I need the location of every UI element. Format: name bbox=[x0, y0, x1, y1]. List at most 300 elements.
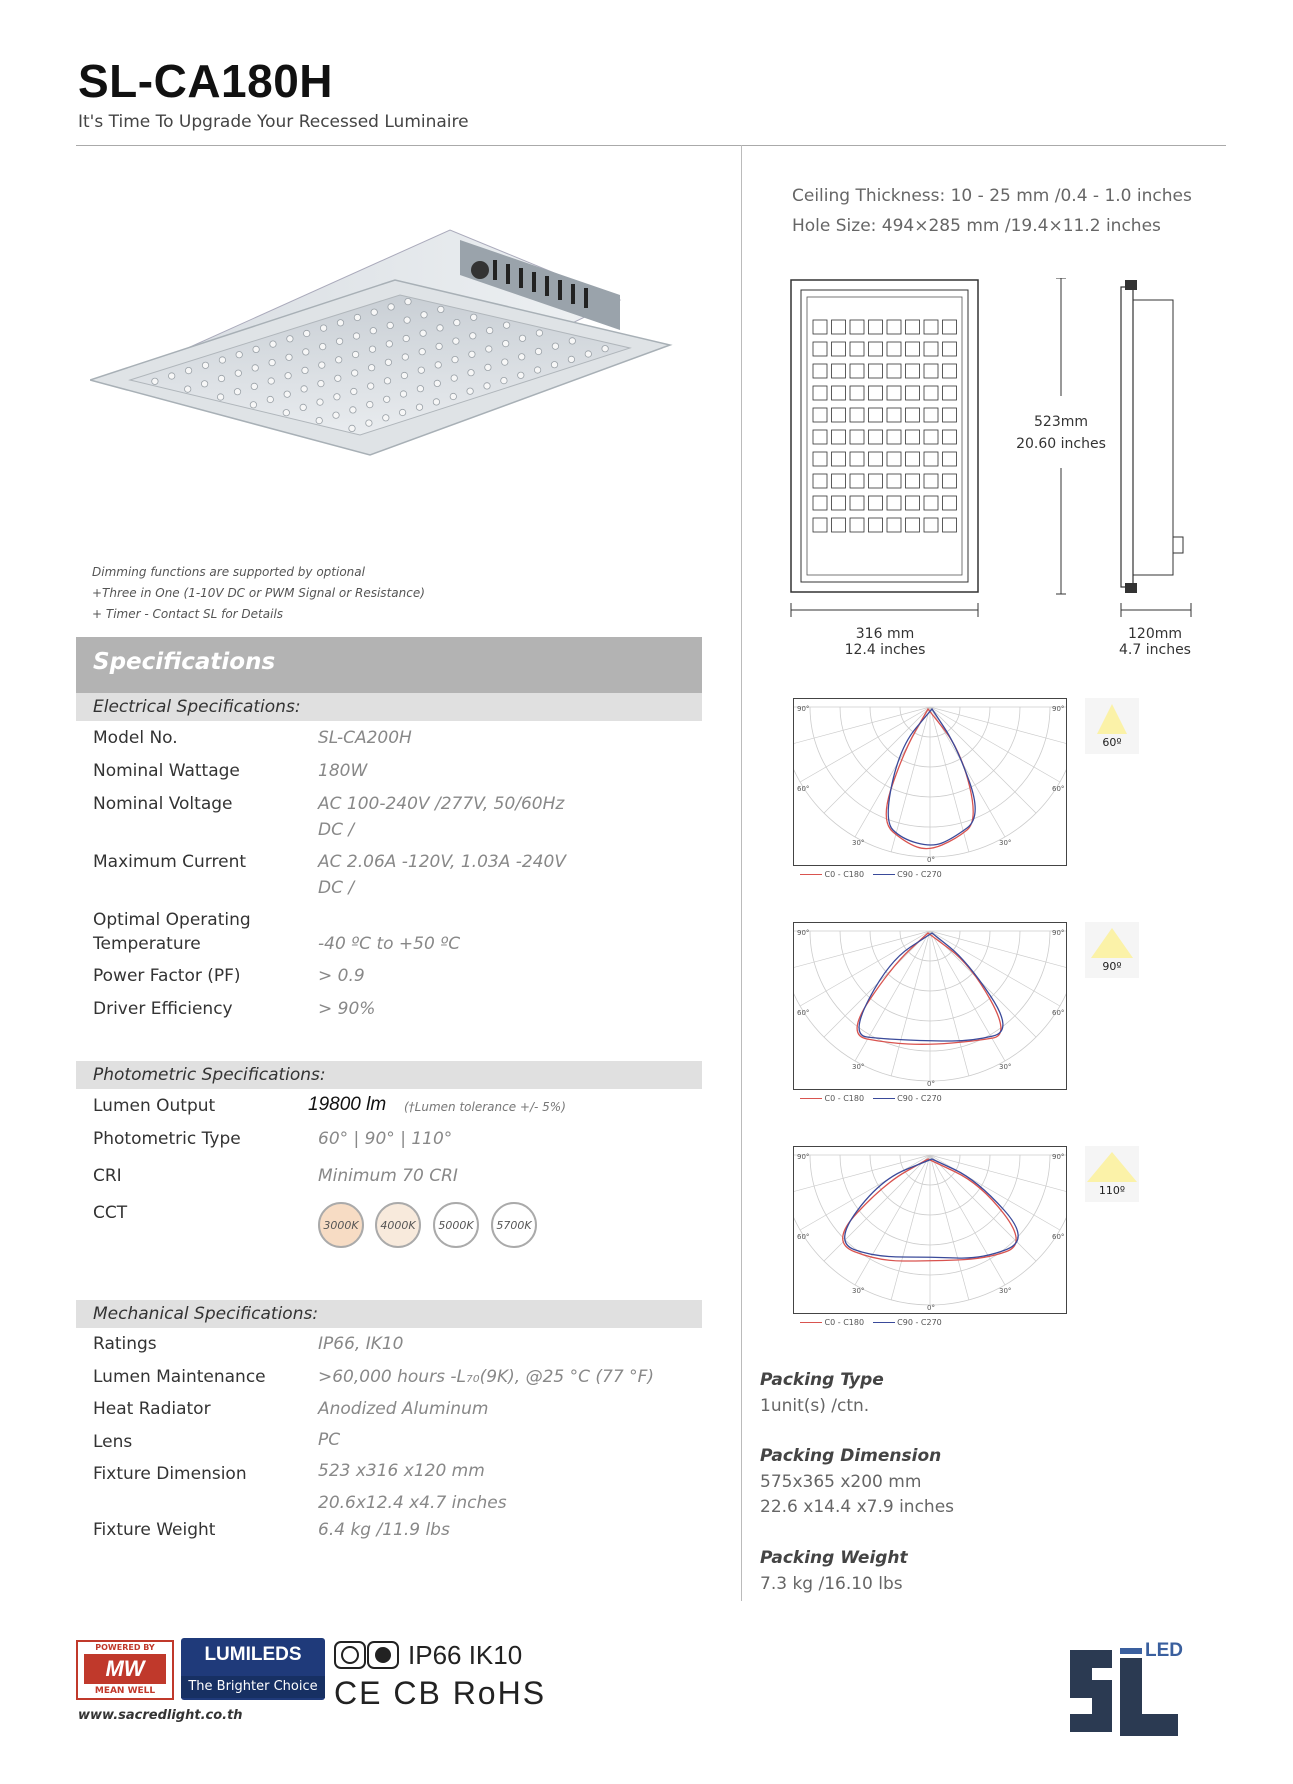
led-module-cell bbox=[813, 474, 827, 488]
led-dot bbox=[303, 349, 309, 355]
voltage-label: Nominal Voltage bbox=[93, 794, 233, 814]
led-module-cell bbox=[813, 364, 827, 378]
led-dot bbox=[438, 306, 444, 312]
led-module-cell bbox=[850, 386, 864, 400]
led-dot bbox=[354, 314, 360, 320]
led-dot bbox=[366, 420, 372, 426]
led-dot bbox=[502, 359, 508, 365]
page-subtitle: It's Time To Upgrade Your Recessed Luminaire bbox=[78, 112, 469, 132]
led-module-cell bbox=[813, 320, 827, 334]
polar-curve-c90 bbox=[845, 1159, 1018, 1258]
led-dot bbox=[370, 328, 376, 334]
led-dot bbox=[336, 338, 342, 344]
polar-label-60: 60° bbox=[1052, 1233, 1065, 1241]
led-dot bbox=[400, 391, 406, 397]
led-module-cell bbox=[887, 408, 901, 422]
led-dot bbox=[451, 375, 457, 381]
led-dot bbox=[501, 377, 507, 383]
led-module-cell bbox=[832, 496, 846, 510]
led-dot bbox=[383, 415, 389, 421]
led-dot bbox=[320, 325, 326, 331]
led-module-cell bbox=[906, 320, 920, 334]
led-dot bbox=[519, 354, 525, 360]
led-module-cell bbox=[850, 474, 864, 488]
led-dot bbox=[235, 370, 241, 376]
lumileds-tagline: The Brighter Choice bbox=[181, 1676, 325, 1698]
led-dot bbox=[253, 346, 259, 352]
brand-led-text: LED bbox=[1145, 1640, 1183, 1661]
temperature-value: -40 ºC to +50 ºC bbox=[318, 934, 461, 954]
fixture-dimension-mm: 523 x316 x120 mm bbox=[318, 1461, 485, 1481]
lumileds-name: LUMILEDS bbox=[204, 1644, 302, 1665]
led-dot bbox=[402, 354, 408, 360]
lumen-tolerance-note: (†Lumen tolerance +/- 5%) bbox=[404, 1100, 566, 1114]
legend-c90: C90 - C270 bbox=[897, 870, 942, 879]
led-module-cell bbox=[906, 408, 920, 422]
led-module-cell bbox=[813, 430, 827, 444]
beam-label-110: 110º bbox=[1098, 1184, 1126, 1197]
led-dot bbox=[487, 327, 493, 333]
column-divider bbox=[741, 145, 742, 1601]
led-dot bbox=[534, 367, 540, 373]
led-dot bbox=[283, 410, 289, 416]
lens-label: Lens bbox=[93, 1432, 133, 1452]
beam-label-90: 90º bbox=[1102, 960, 1122, 973]
lumen-label: Lumen Output bbox=[93, 1096, 216, 1116]
led-dot bbox=[236, 352, 242, 358]
led-dot bbox=[304, 330, 310, 336]
website-link[interactable]: www.sacredlight.co.th bbox=[78, 1708, 243, 1723]
led-dot bbox=[252, 365, 258, 371]
led-dot bbox=[385, 359, 391, 365]
lumileds-logo bbox=[181, 1638, 325, 1700]
polar-label-0: 0° bbox=[927, 1304, 935, 1312]
led-dot bbox=[417, 386, 423, 392]
led-module-cell bbox=[924, 408, 938, 422]
led-dot bbox=[453, 338, 459, 344]
led-dot bbox=[337, 320, 343, 326]
polar-grid-spoke bbox=[800, 1155, 930, 1230]
led-dot bbox=[352, 370, 358, 376]
cct-option-5700k: 5700K bbox=[491, 1202, 537, 1248]
led-dot bbox=[269, 359, 275, 365]
polar-label-90: 90° bbox=[1052, 705, 1065, 713]
packing-dimension-mm: 575x365 x200 mm bbox=[760, 1472, 922, 1492]
depth-inches: 4.7 inches bbox=[1119, 642, 1191, 658]
led-module-cell bbox=[924, 320, 938, 334]
led-module-cell bbox=[943, 342, 957, 356]
led-dot bbox=[285, 373, 291, 379]
polar-grid-spoke bbox=[800, 707, 930, 782]
polar-curve-c90 bbox=[888, 709, 975, 845]
led-module-cell bbox=[943, 408, 957, 422]
led-dot bbox=[201, 381, 207, 387]
polar-label-30: 30° bbox=[999, 839, 1012, 847]
lumen-value: 19800 lm bbox=[308, 1094, 387, 1115]
polar-label-90: 90° bbox=[1052, 1153, 1065, 1161]
led-dot bbox=[519, 335, 525, 341]
polar-grid-spoke bbox=[800, 931, 930, 1006]
lumen-maintenance-label: Lumen Maintenance bbox=[93, 1367, 266, 1387]
mechanical-heading bbox=[76, 1300, 702, 1328]
led-module-cell bbox=[943, 496, 957, 510]
led-dot bbox=[436, 343, 442, 349]
polar-legend-90 bbox=[800, 1094, 942, 1103]
polar-grid-spoke bbox=[930, 931, 969, 1076]
mechanical-heading-text: Mechanical Specifications: bbox=[93, 1304, 319, 1324]
led-dot bbox=[219, 357, 225, 363]
height-mm: 523mm bbox=[1034, 414, 1088, 430]
specifications-banner bbox=[76, 637, 702, 693]
led-dot bbox=[416, 404, 422, 410]
led-dot bbox=[334, 394, 340, 400]
packing-dimension-heading: Packing Dimension bbox=[760, 1446, 942, 1466]
packing-dimension-inches: 22.6 x14.4 x7.9 inches bbox=[760, 1497, 955, 1517]
wattage-label: Nominal Wattage bbox=[93, 761, 240, 781]
led-dot bbox=[286, 354, 292, 360]
led-module-cell bbox=[850, 408, 864, 422]
fixture-weight-label: Fixture Weight bbox=[93, 1520, 216, 1540]
led-dot bbox=[152, 378, 158, 384]
led-module-cell bbox=[832, 430, 846, 444]
led-dot bbox=[351, 388, 357, 394]
led-dot bbox=[535, 348, 541, 354]
led-module-cell bbox=[869, 386, 883, 400]
led-dot bbox=[420, 330, 426, 336]
photometric-heading-text: Photometric Specifications: bbox=[93, 1065, 326, 1085]
led-dot bbox=[353, 333, 359, 339]
led-module-cell bbox=[887, 452, 901, 466]
led-dot bbox=[421, 312, 427, 318]
led-dot bbox=[267, 396, 273, 402]
led-module-cell bbox=[869, 496, 883, 510]
polar-grid-spoke bbox=[891, 707, 930, 852]
polar-legend-110 bbox=[800, 1318, 942, 1327]
led-dot bbox=[469, 351, 475, 357]
ratings-value: IP66, IK10 bbox=[318, 1334, 404, 1354]
led-module-cell bbox=[850, 430, 864, 444]
led-dot bbox=[552, 343, 558, 349]
led-module-cell bbox=[887, 474, 901, 488]
led-module-cell bbox=[813, 386, 827, 400]
led-dot bbox=[367, 401, 373, 407]
led-dot bbox=[250, 402, 256, 408]
led-module-cell bbox=[813, 452, 827, 466]
led-module-cell bbox=[887, 518, 901, 532]
polar-label-60: 60° bbox=[797, 785, 810, 793]
polar-label-30: 30° bbox=[999, 1287, 1012, 1295]
led-module-cell bbox=[869, 408, 883, 422]
polar-label-30: 30° bbox=[999, 1063, 1012, 1071]
led-module-cell bbox=[943, 518, 957, 532]
led-dot bbox=[349, 425, 355, 431]
led-module-cell bbox=[943, 386, 957, 400]
photometric-type-value: 60° | 90° | 110° bbox=[318, 1129, 453, 1149]
led-module-cell bbox=[869, 342, 883, 356]
packing-weight-heading: Packing Weight bbox=[760, 1548, 908, 1568]
polar-label-30: 30° bbox=[852, 839, 865, 847]
ce-cb-rohs-marks: CE CB RoHS bbox=[334, 1675, 547, 1711]
polar-grid-spoke bbox=[891, 931, 930, 1076]
sl-led-brand-logo bbox=[1070, 1640, 1210, 1750]
led-module-cell bbox=[869, 430, 883, 444]
polar-grid-spoke bbox=[930, 1155, 1005, 1285]
certification-badge-icons bbox=[334, 1641, 400, 1669]
led-dot bbox=[435, 362, 441, 368]
led-dot bbox=[386, 341, 392, 347]
polar-legend-60 bbox=[800, 870, 942, 879]
led-dot bbox=[251, 383, 257, 389]
led-dot bbox=[185, 367, 191, 373]
led-dot bbox=[454, 319, 460, 325]
led-dot bbox=[485, 364, 491, 370]
ceiling-thickness: Ceiling Thickness: 10 - 25 mm /0.4 - 1.0 inches bbox=[792, 186, 1192, 206]
led-module-cell bbox=[906, 474, 920, 488]
led-dot bbox=[217, 394, 223, 400]
led-dot bbox=[418, 367, 424, 373]
led-module-cell bbox=[850, 452, 864, 466]
legend-c90: C90 - C270 bbox=[897, 1318, 942, 1327]
led-dot bbox=[467, 388, 473, 394]
led-module-cell bbox=[887, 364, 901, 378]
photometric-heading bbox=[76, 1061, 702, 1089]
dimming-note-line-2: +Three in One (1-10V DC or PWM Signal or Resistance) bbox=[92, 586, 425, 600]
led-module-cell bbox=[832, 320, 846, 334]
led-dot bbox=[403, 335, 409, 341]
specifications-title: Specifications bbox=[93, 649, 276, 675]
legend-c0: C0 - C180 bbox=[824, 1318, 865, 1327]
led-module-cell bbox=[887, 430, 901, 444]
photometric-type-label: Photometric Type bbox=[93, 1129, 241, 1149]
led-dot bbox=[433, 399, 439, 405]
led-dot bbox=[404, 317, 410, 323]
polar-grid-spoke bbox=[930, 707, 1060, 782]
led-dot bbox=[369, 346, 375, 352]
led-module-cell bbox=[943, 430, 957, 444]
polar-label-60: 60° bbox=[797, 1233, 810, 1241]
led-dot bbox=[284, 391, 290, 397]
led-dot bbox=[450, 393, 456, 399]
led-dot bbox=[371, 309, 377, 315]
led-module-cell bbox=[943, 320, 957, 334]
led-module-cell bbox=[924, 452, 938, 466]
led-dot bbox=[468, 370, 474, 376]
polar-grid-spoke bbox=[930, 707, 1036, 813]
led-module-cell bbox=[869, 518, 883, 532]
side-view-drawing bbox=[1115, 275, 1195, 625]
polar-label-30: 30° bbox=[852, 1063, 865, 1071]
current-value: AC 2.06A -120V, 1.03A -240V bbox=[318, 852, 566, 872]
led-module-cell bbox=[869, 474, 883, 488]
led-module-cell bbox=[813, 342, 827, 356]
polar-label-60: 60° bbox=[797, 1009, 810, 1017]
led-dot bbox=[384, 396, 390, 402]
led-module-cell bbox=[887, 386, 901, 400]
cct-option-3000k: 3000K bbox=[318, 1202, 364, 1248]
led-dot bbox=[405, 298, 411, 304]
polar-label-90: 90° bbox=[797, 929, 810, 937]
electrical-heading bbox=[76, 693, 702, 721]
led-dot bbox=[218, 375, 224, 381]
model-value: SL-CA200H bbox=[318, 728, 412, 748]
led-dot bbox=[387, 322, 393, 328]
led-module-cell bbox=[850, 342, 864, 356]
polar-label-60: 60° bbox=[1052, 1009, 1065, 1017]
led-module-cell bbox=[906, 496, 920, 510]
led-dot bbox=[301, 386, 307, 392]
led-dot bbox=[335, 375, 341, 381]
dimming-note-line-3: + Timer - Contact SL for Details bbox=[92, 607, 284, 621]
led-module-cell bbox=[850, 496, 864, 510]
ip-ik-ratings: IP66 IK10 bbox=[408, 1640, 523, 1670]
led-dot bbox=[452, 356, 458, 362]
led-module-cell bbox=[887, 320, 901, 334]
led-module-cell bbox=[906, 386, 920, 400]
height-inches: 20.60 inches bbox=[1016, 436, 1106, 452]
power-factor-label: Power Factor (PF) bbox=[93, 966, 241, 986]
power-factor-value: > 0.9 bbox=[318, 966, 365, 986]
polar-grid-spoke bbox=[930, 1155, 1036, 1261]
polar-label-60: 60° bbox=[1052, 785, 1065, 793]
cct-option-4000k: 4000K bbox=[375, 1202, 421, 1248]
led-module-cell bbox=[832, 386, 846, 400]
polar-label-90: 90° bbox=[797, 1153, 810, 1161]
polar-label-90: 90° bbox=[1052, 929, 1065, 937]
led-module-cell bbox=[832, 518, 846, 532]
led-module-cell bbox=[832, 342, 846, 356]
led-module-cell bbox=[943, 474, 957, 488]
led-dot bbox=[434, 380, 440, 386]
led-module-cell bbox=[924, 342, 938, 356]
led-dot bbox=[169, 373, 175, 379]
led-dot bbox=[185, 386, 191, 392]
led-dot bbox=[320, 343, 326, 349]
driver-efficiency-label: Driver Efficiency bbox=[93, 999, 233, 1019]
polar-grid-spoke bbox=[824, 1155, 930, 1261]
led-dot bbox=[302, 367, 308, 373]
polar-grid-spoke bbox=[855, 1155, 930, 1285]
led-module-cell bbox=[943, 364, 957, 378]
meanwell-logo bbox=[76, 1640, 174, 1700]
polar-grid-spoke bbox=[855, 931, 930, 1061]
width-inches: 12.4 inches bbox=[844, 642, 926, 658]
polar-label-0: 0° bbox=[927, 856, 935, 864]
led-module-cell bbox=[813, 408, 827, 422]
led-dot bbox=[317, 399, 323, 405]
fixture-dimension-inches: 20.6x12.4 x4.7 inches bbox=[318, 1493, 507, 1513]
led-dot bbox=[486, 346, 492, 352]
led-dot bbox=[399, 409, 405, 415]
led-module-cell bbox=[906, 342, 920, 356]
legend-c90: C90 - C270 bbox=[897, 1094, 942, 1103]
luminaire-illustration bbox=[90, 220, 680, 500]
led-module-cell bbox=[887, 496, 901, 510]
polar-curve-c0 bbox=[857, 933, 1001, 1044]
electrical-heading-text: Electrical Specifications: bbox=[93, 697, 301, 717]
led-module-cell bbox=[906, 430, 920, 444]
polar-curve-c0 bbox=[843, 1159, 1016, 1261]
led-dot bbox=[518, 372, 524, 378]
header-divider bbox=[76, 145, 1226, 146]
led-module-cell bbox=[906, 364, 920, 378]
hole-size: Hole Size: 494×285 mm /19.4×11.2 inches bbox=[792, 216, 1161, 236]
polar-chart-110 bbox=[793, 1146, 1067, 1314]
meanwell-powered-by: POWERED BY bbox=[95, 1643, 155, 1652]
led-dot bbox=[333, 412, 339, 418]
packing-type-value: 1unit(s) /ctn. bbox=[760, 1396, 870, 1416]
front-view-drawing bbox=[785, 275, 985, 625]
led-dot bbox=[316, 417, 322, 423]
cct-label: CCT bbox=[93, 1203, 128, 1223]
polar-curve-c90 bbox=[859, 933, 1003, 1041]
led-module-cell bbox=[869, 364, 883, 378]
led-dot bbox=[352, 351, 358, 357]
led-dot bbox=[602, 346, 608, 352]
led-dot bbox=[368, 365, 374, 371]
packing-weight-value: 7.3 kg /16.10 lbs bbox=[760, 1574, 903, 1594]
led-dot bbox=[350, 407, 356, 413]
meanwell-name: MEAN WELL bbox=[94, 1686, 156, 1696]
lens-value: PC bbox=[318, 1430, 341, 1450]
meanwell-mark: MW bbox=[84, 1654, 166, 1684]
fixture-dimension-label: Fixture Dimension bbox=[93, 1464, 247, 1484]
led-module-cell bbox=[832, 364, 846, 378]
led-module-cell bbox=[906, 518, 920, 532]
temperature-label-1: Optimal Operating bbox=[93, 910, 251, 930]
legend-c0: C0 - C180 bbox=[824, 870, 865, 879]
led-module-cell bbox=[850, 364, 864, 378]
polar-chart-90 bbox=[793, 922, 1067, 1090]
led-dot bbox=[569, 338, 575, 344]
led-module-cell bbox=[924, 430, 938, 444]
ratings-label: Ratings bbox=[93, 1334, 157, 1354]
led-dot bbox=[484, 383, 490, 389]
led-dot bbox=[384, 378, 390, 384]
led-module-cell bbox=[887, 342, 901, 356]
voltage-value: AC 100-240V /277V, 50/60Hz bbox=[318, 794, 565, 814]
page-title: SL-CA180H bbox=[78, 55, 334, 107]
led-dot bbox=[202, 362, 208, 368]
led-dot bbox=[336, 357, 342, 363]
led-dot bbox=[368, 383, 374, 389]
led-module-cell bbox=[924, 364, 938, 378]
cri-value: Minimum 70 CRI bbox=[318, 1166, 458, 1186]
led-dot bbox=[287, 336, 293, 342]
led-dot bbox=[471, 314, 477, 320]
cct-option-5000k: 5000K bbox=[433, 1202, 479, 1248]
driver-efficiency-value: > 90% bbox=[318, 999, 376, 1019]
led-module-cell bbox=[943, 452, 957, 466]
polar-grid-spoke bbox=[824, 707, 930, 813]
polar-chart-60 bbox=[793, 698, 1067, 866]
polar-label-0: 0° bbox=[927, 1080, 935, 1088]
led-module-cell bbox=[850, 320, 864, 334]
led-dot bbox=[300, 404, 306, 410]
led-dot bbox=[318, 380, 324, 386]
led-dot bbox=[270, 341, 276, 347]
led-module-cell bbox=[813, 496, 827, 510]
led-module-cell bbox=[924, 474, 938, 488]
polar-grid-spoke bbox=[930, 1155, 1060, 1230]
lumen-maintenance-value: >60,000 hours -L₇₀(9K), @25 °C (77 °F) bbox=[318, 1367, 654, 1387]
led-dot bbox=[437, 325, 443, 331]
heat-radiator-value: Anodized Aluminum bbox=[318, 1399, 489, 1419]
led-module-cell bbox=[906, 452, 920, 466]
led-module-cell bbox=[813, 518, 827, 532]
current-value-dc: DC / bbox=[318, 878, 355, 898]
led-module-cell bbox=[924, 496, 938, 510]
polar-grid-spoke bbox=[930, 931, 1060, 1006]
